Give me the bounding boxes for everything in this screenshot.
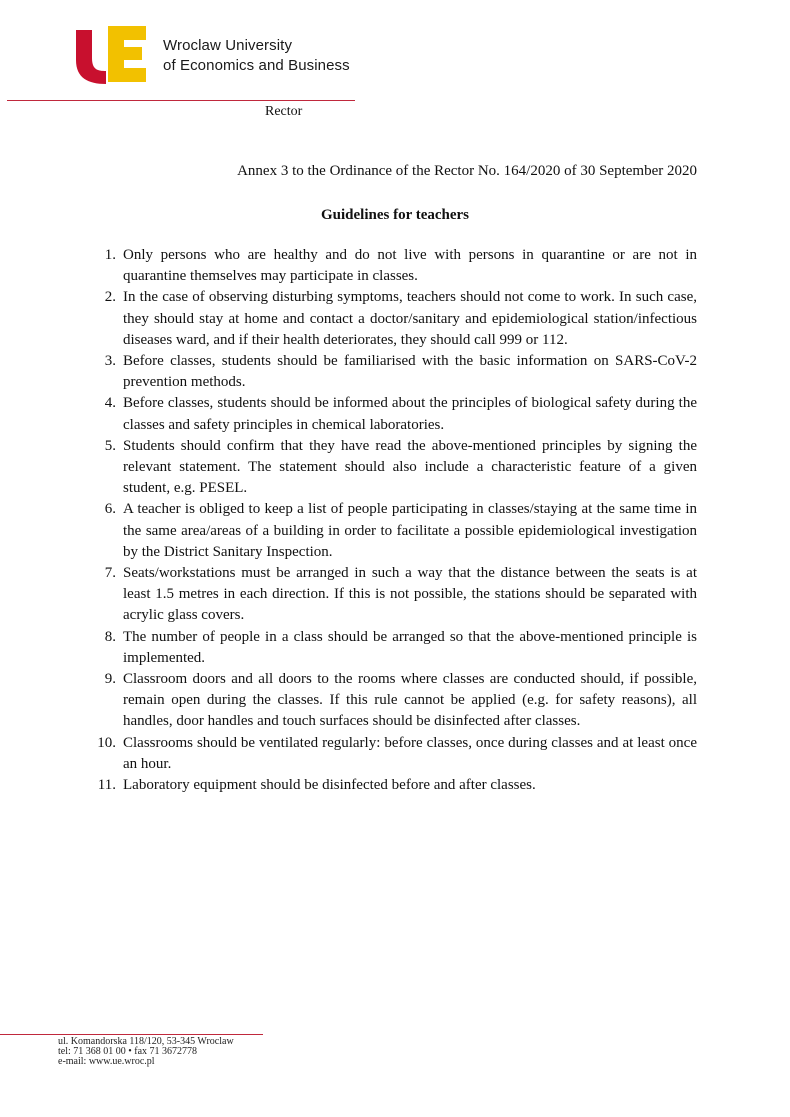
university-name <box>163 36 350 76</box>
university-logo-icon <box>74 24 150 86</box>
guideline-number: 10. <box>97 734 116 751</box>
guideline-number: 6. <box>104 501 116 518</box>
office-label: Rector <box>265 104 303 119</box>
guideline-text: Only persons who are healthy and do not live with persons in quarantine or are not in quarantine themselves may participate in classes. <box>123 247 697 285</box>
guideline-item <box>88 393 697 435</box>
guideline-item <box>88 733 697 775</box>
footer-address: ul. Komandorska 118/120, 53-345 Wroclaw <box>58 1036 234 1047</box>
footer-phone: tel: 71 368 01 00 • fax 71 3672778 <box>58 1046 198 1057</box>
guideline-item <box>88 775 697 796</box>
document-title: Guidelines for teachers <box>320 207 470 223</box>
guidelines-list <box>88 245 697 796</box>
guideline-text: In the case of observing disturbing symptoms, teachers should not come to work. In such case, they should stay at home and contact a doctor/sanitary and epidemiological station/infectious diseases ward, and if their health deteriorates, they should call 999 or 112. <box>123 289 697 348</box>
guideline-text: Classroom doors and all doors to the rooms where classes are conducted should, if possible, remain open during the classes. If this rule cannot be applied (e.g. for safety reasons), all handles, door handles and touch surfaces should be disinfected after classes. <box>123 671 697 730</box>
guideline-item <box>88 563 697 627</box>
footer-divider <box>0 1034 263 1035</box>
guideline-item <box>88 627 697 669</box>
guideline-text: Classrooms should be ventilated regularly: before classes, once during classes and at least once an hour. <box>123 734 697 772</box>
guideline-text: Before classes, students should be familiarised with the basic information on SARS-CoV-2 prevention methods. <box>123 353 697 391</box>
guideline-number: 3. <box>104 353 116 370</box>
guideline-number: 7. <box>104 565 116 582</box>
guideline-item <box>88 499 697 563</box>
guideline-item <box>88 245 697 287</box>
guideline-number: 4. <box>104 395 116 412</box>
guideline-number: 5. <box>104 437 116 454</box>
annex-reference: Annex 3 to the Ordinance of the Rector No. 164/2020 of 30 September 2020 <box>237 163 697 179</box>
guideline-text: Laboratory equipment should be disinfected before and after classes. <box>123 777 536 794</box>
university-name-line1: Wroclaw University <box>163 37 293 54</box>
university-name-line2: of Economics and Business <box>163 57 350 74</box>
footer-email: e-mail: www.ue.wroc.pl <box>58 1056 155 1067</box>
footer-contact <box>58 1037 234 1067</box>
guideline-text: Seats/workstations must be arranged in such a way that the distance between the seats is at least 1.5 metres in each direction. If this is not possible, the stations should be separated with acrylic glass covers. <box>123 565 697 624</box>
guideline-number: 1. <box>104 247 116 263</box>
guideline-number: 9. <box>104 671 116 688</box>
guideline-text: The number of people in a class should be arranged so that the above-mentioned principle is implemented. <box>123 628 697 666</box>
guideline-number: 2. <box>104 289 116 306</box>
logo-e-shape <box>108 26 146 82</box>
guideline-item <box>88 351 697 393</box>
guideline-text: Students should confirm that they have read the above-mentioned principles by signing the relevant statement. The statement should also include a characteristic feature of a given student, e.g. PESEL. <box>123 437 697 497</box>
guideline-number: 11. <box>97 777 116 794</box>
header-divider <box>7 100 355 101</box>
guideline-item <box>88 287 697 351</box>
guideline-item <box>88 669 697 733</box>
logo-u-shape <box>76 30 106 84</box>
guideline-number: 8. <box>104 628 116 645</box>
guideline-text: A teacher is obliged to keep a list of people participating in classes/staying at the same time in the same area/areas of a building in order to facilitate a possible epidemiological investigation by the District Sanitary Inspection. <box>123 501 697 560</box>
guideline-item <box>88 436 697 500</box>
guideline-text: Before classes, students should be informed about the principles of biological safety during the classes and safety principles in chemical laboratories. <box>123 395 697 433</box>
